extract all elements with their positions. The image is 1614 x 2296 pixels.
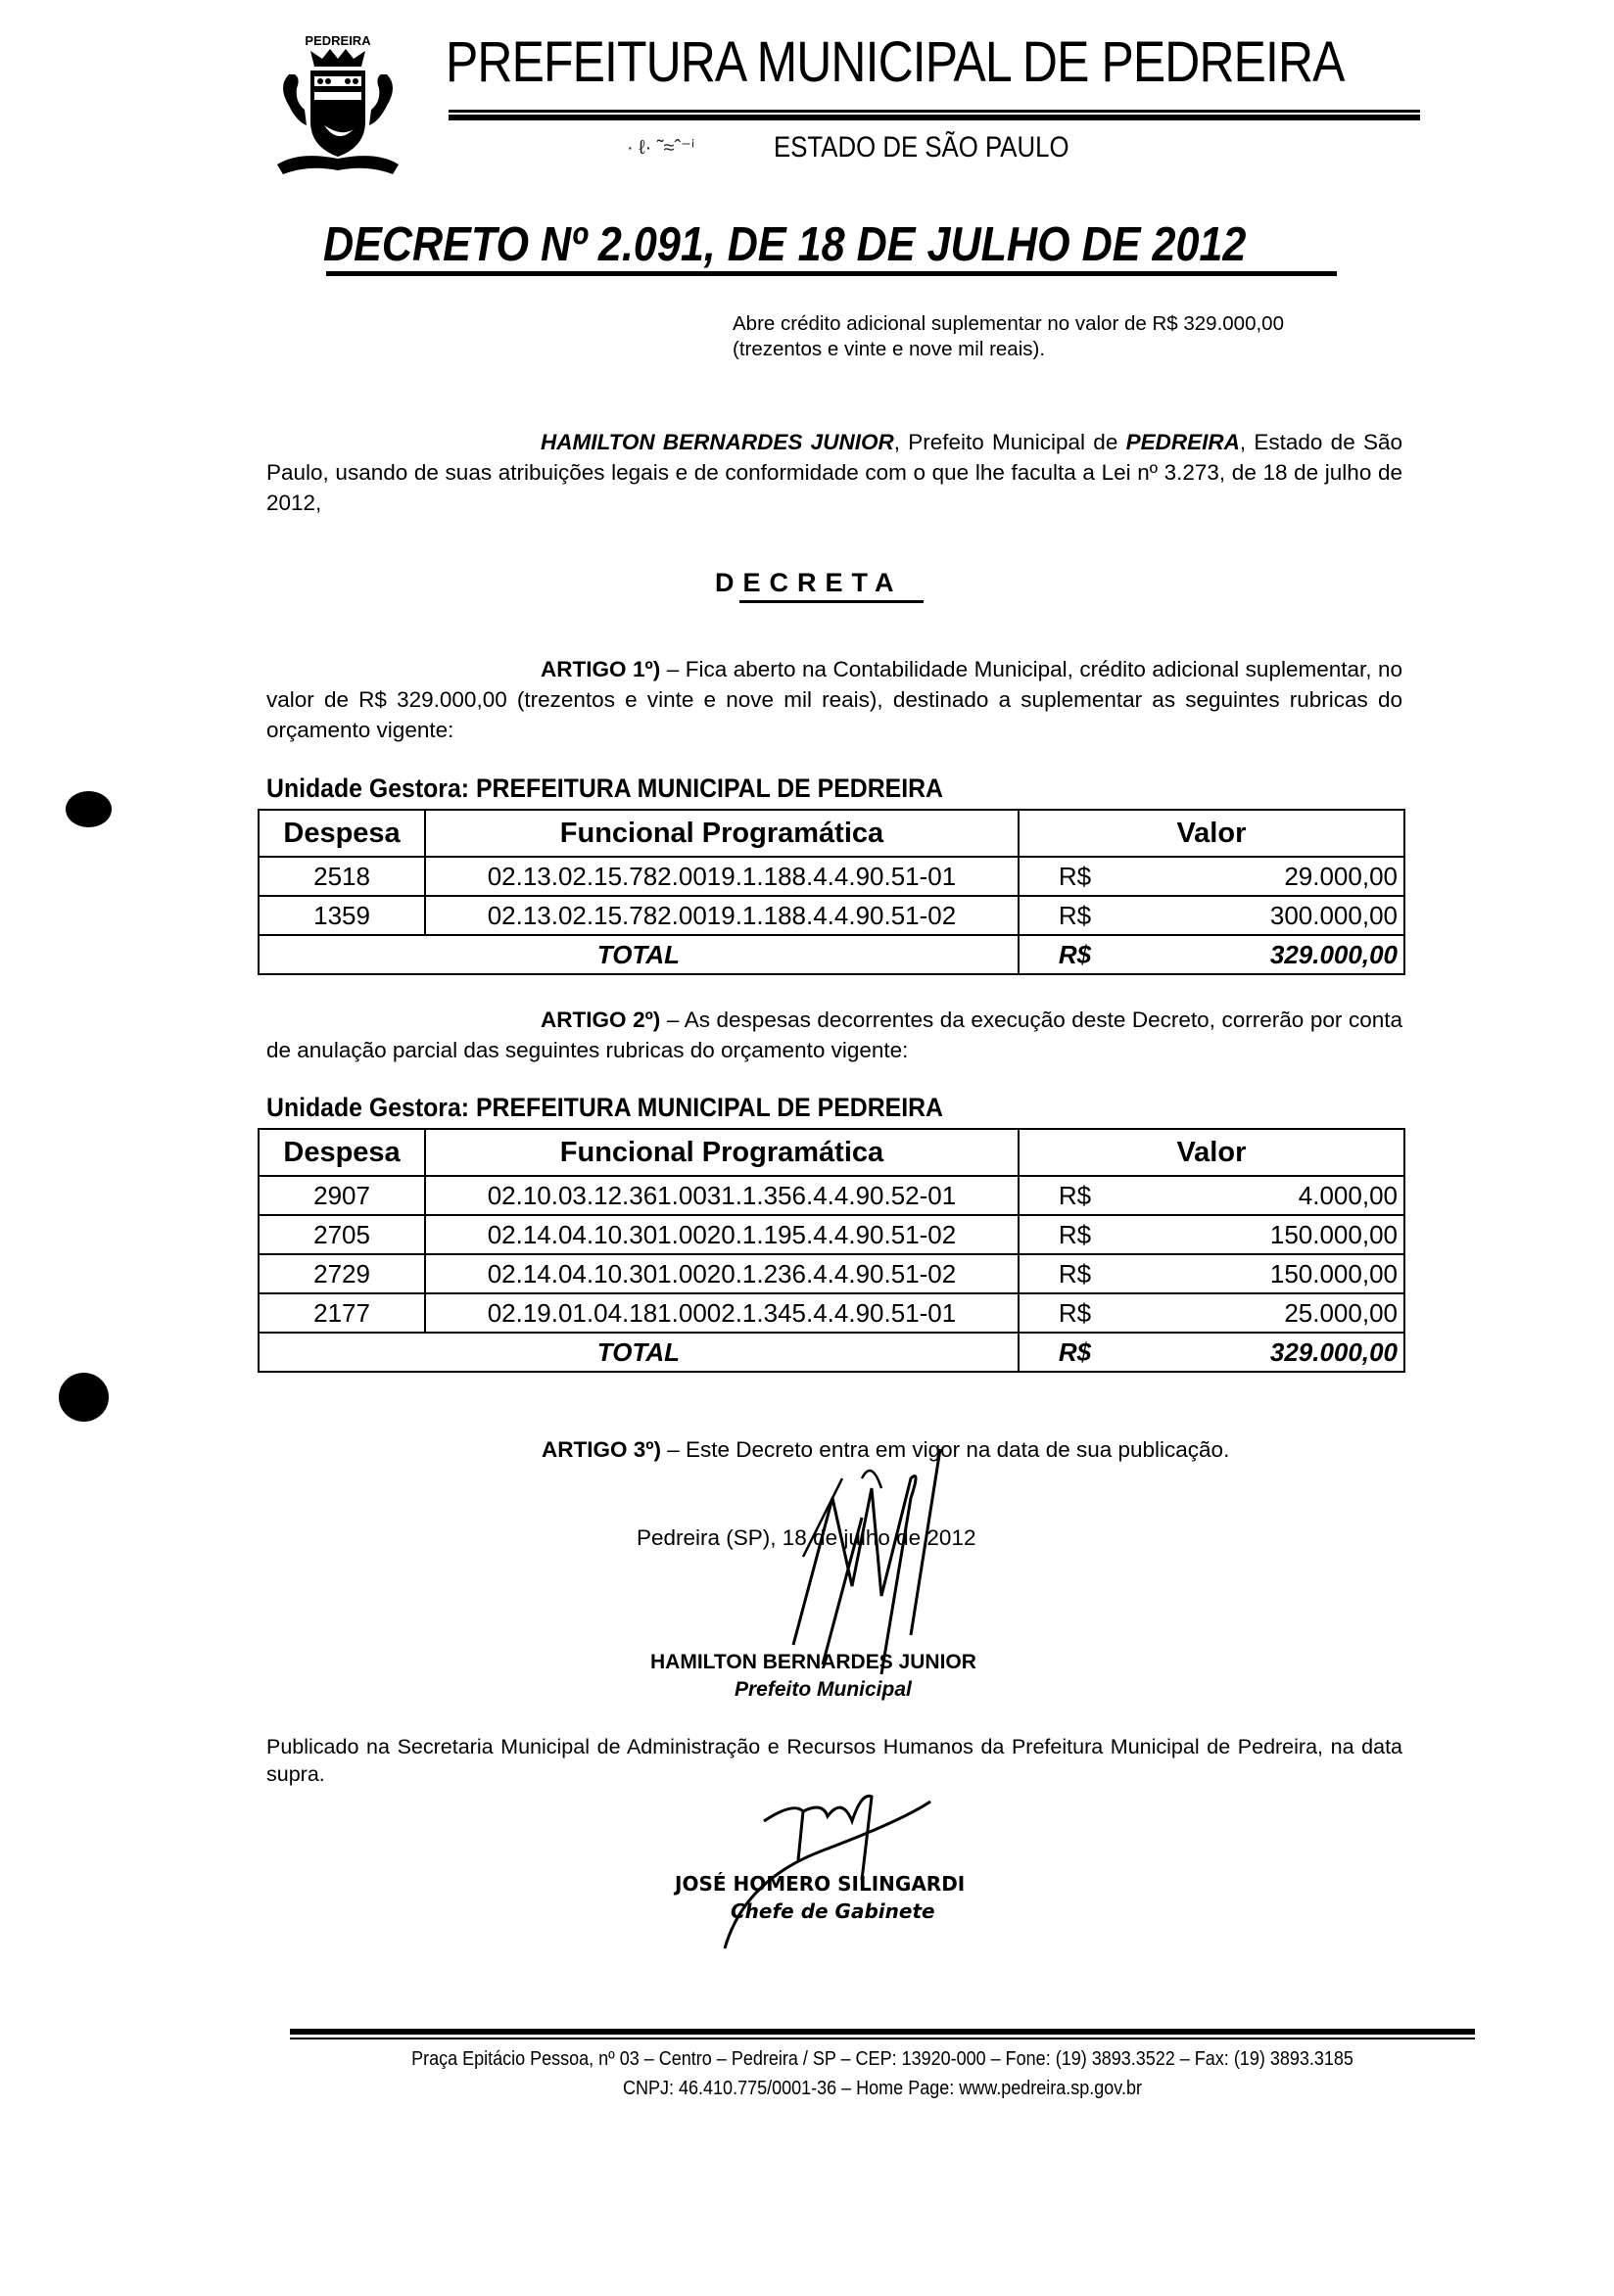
table-row: 1359 02.13.02.15.782.0019.1.188.4.4.90.51-02 R$ 300.000,00 (259, 896, 1404, 935)
header-rule-thick (449, 115, 1420, 120)
unit-title-1: Unidade Gestora: PREFEITURA MUNICIPAL DE PEDREIRA (266, 773, 944, 803)
article-2 (266, 1005, 1402, 1065)
decree-title: DECRETO Nº 2.091, DE 18 DE JULHO DE 2012 (323, 218, 1247, 271)
col-despesa: Despesa (259, 810, 425, 857)
article-2-text: – As despesas decorrentes da execução deste Decreto, correrão por conta de anulação parcial das seguintes rubricas do orçamento vigente: (266, 1007, 1402, 1062)
article-3-text: – Este Decreto entra em vigor na data de sua publicação. (660, 1437, 1230, 1462)
unit-title-2: Unidade Gestora: PREFEITURA MUNICIPAL DE PEDREIRA (266, 1093, 944, 1122)
organization-title: PREFEITURA MUNICIPAL DE PEDREIRA (446, 30, 1345, 94)
annulment-table (258, 1128, 1405, 1373)
table-total-row: TOTAL R$ 329.000,00 (259, 1333, 1404, 1372)
chief-signature-icon (705, 1762, 960, 1958)
article-2-label: ARTIGO 2º) (541, 1007, 661, 1032)
table-header-row (259, 1129, 1404, 1176)
col-despesa: Despesa (259, 1129, 425, 1176)
table-row: 2705 02.14.04.10.301.0020.1.195.4.4.90.51-02 R$ 150.000,00 (259, 1215, 1404, 1254)
table-row: 2907 02.10.03.12.361.0031.1.356.4.4.90.52-01 R$ 4.000,00 (259, 1176, 1404, 1215)
col-valor: Valor (1019, 810, 1404, 857)
summary-line-2: (trezentos e vinte e nove mil reais). (733, 338, 1046, 360)
article-1-text: – Fica aberto na Contabilidade Municipal, crédito adicional suplementar, no valor de R$ 329.000,00 (trezentos e vinte e nove mil reais), destinado a suplementar as seguintes rubricas do orçamento vigente: (266, 657, 1403, 742)
summary-line-1: Abre crédito adicional suplementar no valor de R$ 329.000,00 (733, 312, 1284, 335)
signatory-2-name: JOSÉ HOMERO SILINGARDI (675, 1872, 966, 1896)
article-1 (266, 654, 1402, 745)
signatory-2-role: Chefe de Gabinete (731, 1899, 935, 1923)
header-rule (449, 110, 1420, 113)
city-name: PEDREIRA (1125, 430, 1240, 454)
table-row: 2729 02.14.04.10.301.0020.1.236.4.4.90.51-02 R$ 150.000,00 (259, 1254, 1404, 1293)
table-header-row (259, 810, 1404, 857)
footer-rule-thick (290, 2029, 1475, 2035)
mayor-name: HAMILTON BERNARDES JUNIOR (541, 430, 894, 454)
publication-note: Publicado na Secretaria Municipal de Administração e Recursos Humanos da Prefeitura Municipal de Pedreira, na data supra. (266, 1735, 1402, 1786)
col-funcional: Funcional Programática (425, 810, 1019, 857)
place-date: Pedreira (SP), 18 de julho de 2012 (637, 1525, 976, 1550)
punch-hole-bottom (59, 1373, 109, 1422)
state-subtitle: ESTADO DE SÃO PAULO (774, 131, 1069, 164)
article-3-label: ARTIGO 3º) (542, 1437, 661, 1462)
decreta-heading: DECRETA (715, 568, 903, 597)
article-1-label: ARTIGO 1º) (541, 657, 661, 681)
punch-hole-top (66, 791, 112, 827)
coat-of-arms-icon (260, 27, 416, 184)
crest-label: PEDREIRA (305, 33, 371, 48)
decreta-underline (739, 600, 924, 603)
scan-artifact-icon: · ℓ· ˜≈ˆ⁻ⁱ (627, 137, 695, 159)
footer-address: Praça Epitácio Pessoa, nº 03 – Centro – Pedreira / SP – CEP: 13920-000 – Fone: (19) 3893.3522 – Fax: (19) 3893.3185 (411, 2048, 1353, 2070)
supplement-table (258, 809, 1405, 975)
signatory-1-name: HAMILTON BERNARDES JUNIOR (650, 1651, 976, 1673)
table-row: 2177 02.19.01.04.181.0002.1.345.4.4.90.51-01 R$ 25.000,00 (259, 1293, 1404, 1333)
footer-rule (290, 2038, 1475, 2039)
preamble: HAMILTON BERNARDES JUNIOR, Prefeito Municipal de PEDREIRA, Estado de São Paulo, usando de suas atribuições legais e de conformidade com o que lhe faculta a Lei nº 3.273, de 18 de julho de 2012, (266, 430, 1403, 515)
decree-title-underline (326, 271, 1337, 276)
col-valor: Valor (1019, 1129, 1404, 1176)
footer-cnpj-homepage: CNPJ: 46.410.775/0001-36 – Home Page: www.pedreira.sp.gov.br (623, 2078, 1142, 2099)
table-row: 2518 02.13.02.15.782.0019.1.188.4.4.90.51-01 R$ 29.000,00 (259, 857, 1404, 896)
col-funcional: Funcional Programática (425, 1129, 1019, 1176)
table-total-row: TOTAL R$ 329.000,00 (259, 935, 1404, 974)
signatory-1-role: Prefeito Municipal (735, 1678, 912, 1701)
decree-summary (733, 311, 1418, 362)
